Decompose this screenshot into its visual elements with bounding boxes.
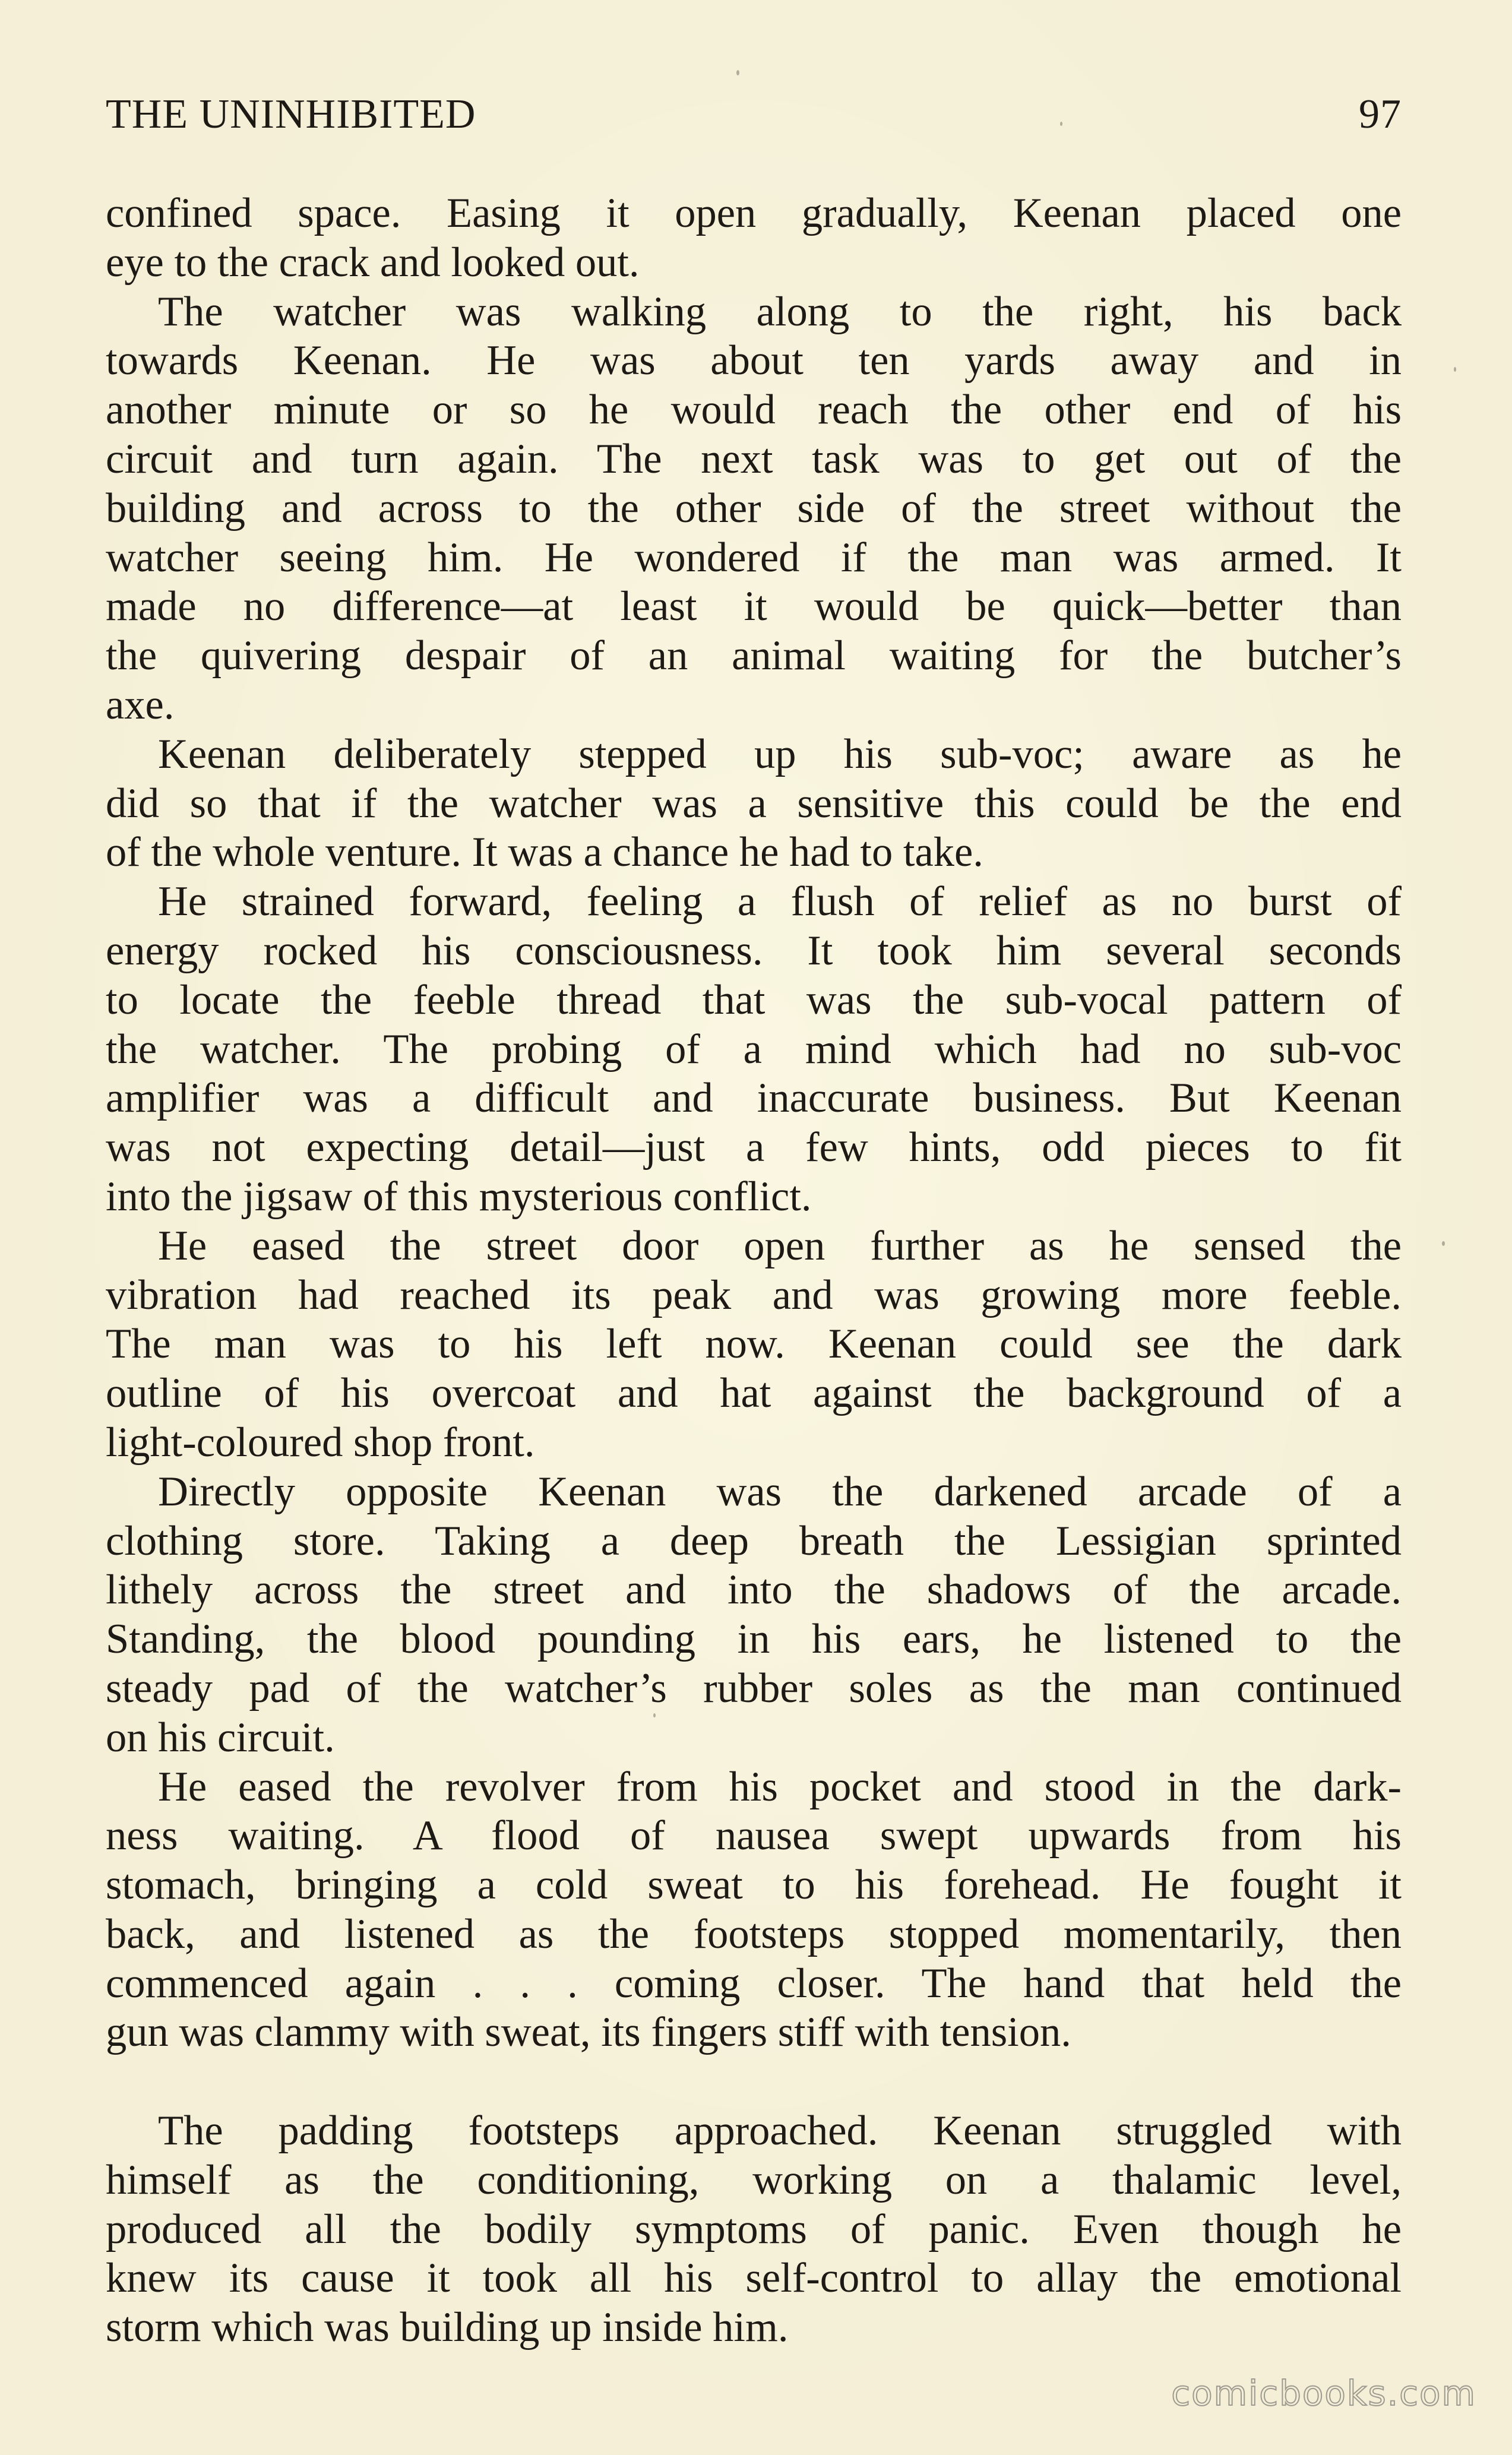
- text-line: on his circuit.: [106, 1714, 335, 1761]
- paragraph: [106, 287, 1402, 730]
- text-line: watcher seeing him. He wondered if the man was armed. It: [106, 534, 1402, 581]
- text-line: produced all the bodily symptoms of panic. Even though he: [106, 2206, 1402, 2252]
- text-line: ness waiting. A flood of nausea swept upwards from his: [106, 1812, 1402, 1859]
- paper-speck: [1442, 1241, 1445, 1246]
- paragraph: [106, 1467, 1402, 1763]
- text-line: Keenan deliberately stepped up his sub-voc; aware as he: [158, 730, 1402, 777]
- text-line: axe.: [106, 681, 175, 728]
- text-line: light-coloured shop front.: [106, 1419, 535, 1466]
- text-line: knew its cause it took all his self-control to allay the emotional: [106, 2255, 1402, 2302]
- text-line: circuit and turn again. The next task was to get out of the: [106, 435, 1402, 482]
- text-line: to locate the feeble thread that was the sub-vocal pattern of: [106, 976, 1402, 1023]
- paragraph: [106, 2106, 1402, 2352]
- paragraph: [106, 1763, 1402, 2058]
- text-line: towards Keenan. He was about ten yards away and in: [106, 337, 1402, 384]
- text-line: of the whole venture. It was a chance he had to take.: [106, 829, 983, 876]
- text-line: amplifier was a difficult and inaccurate business. But Keenan: [106, 1075, 1402, 1122]
- text-line: outline of his overcoat and hat against the background of a: [106, 1370, 1402, 1417]
- paper-speck: [653, 1713, 656, 1717]
- text-line: vibration had reached its peak and was growing more feeble.: [106, 1271, 1402, 1318]
- running-head: [106, 88, 1402, 141]
- text-line: eye to the crack and looked out.: [106, 239, 640, 286]
- text-line: lithely across the street and into the shadows of the arcade.: [106, 1567, 1402, 1614]
- text-line: The watcher was walking along to the right, his back: [158, 288, 1402, 335]
- text-line: He eased the revolver from his pocket and stood in the dark-: [158, 1763, 1402, 1810]
- paper-speck: [1060, 122, 1062, 126]
- text-line: himself as the conditioning, working on a thalamic level,: [106, 2156, 1402, 2203]
- text-line: building and across to the other side of the street without the: [106, 485, 1402, 532]
- text-line: confined space. Easing it open gradually, Keenan placed one: [106, 190, 1402, 236]
- text-line: The man was to his left now. Keenan could see the dark: [106, 1321, 1402, 1368]
- text-line: He strained forward, feeling a flush of relief as no burst of: [158, 878, 1402, 925]
- text-line: He eased the street door open further as he sensed the: [158, 1222, 1402, 1269]
- paragraph: [106, 1222, 1402, 1467]
- text-line: storm which was building up inside him.: [106, 2304, 789, 2351]
- text-line: the watcher. The probing of a mind which had no sub-voc: [106, 1026, 1402, 1073]
- text-line: energy rocked his consciousness. It took him several seconds: [106, 927, 1402, 974]
- text-line: another minute or so he would reach the other end of his: [106, 387, 1402, 434]
- text-line: Directly opposite Keenan was the darkened arcade of a: [158, 1468, 1402, 1515]
- section-break: [106, 2057, 1402, 2106]
- text-line: stomach, bringing a cold sweat to his forehead. He fought it: [106, 1862, 1402, 1909]
- page-number: 97: [1359, 91, 1402, 137]
- paragraph: [106, 189, 1402, 287]
- text-line: Standing, the blood pounding in his ears, he listened to the: [106, 1616, 1402, 1663]
- paper-speck: [736, 70, 739, 75]
- text-line: clothing store. Taking a deep breath the Lessigian sprinted: [106, 1517, 1402, 1564]
- text-line: gun was clammy with sweat, its fingers stiff with tension.: [106, 2009, 1071, 2056]
- text-line: steady pad of the watcher’s rubber soles as the man continued: [106, 1665, 1402, 1711]
- paragraph: [106, 730, 1402, 877]
- paper-speck: [1454, 367, 1456, 372]
- text-line: The padding footsteps approached. Keenan struggled with: [158, 2108, 1402, 2155]
- text-line: commenced again . . . coming closer. The hand that held the: [106, 1960, 1402, 2007]
- text-line: the quivering despair of an animal waiting for the butcher’s: [106, 632, 1402, 679]
- paragraph: [106, 877, 1402, 1222]
- text-line: made no difference—at least it would be quick—better than: [106, 583, 1402, 630]
- body-text: [106, 189, 1402, 2352]
- text-line: was not expecting detail—just a few hints, odd pieces to fit: [106, 1124, 1402, 1171]
- text-line: did so that if the watcher was a sensitive this could be the end: [106, 780, 1402, 827]
- running-title: THE UNINHIBITED: [106, 91, 476, 137]
- text-line: into the jigsaw of this mysterious conflict.: [106, 1173, 812, 1220]
- watermark: comicbooks.com: [1171, 2373, 1476, 2413]
- text-line: back, and listened as the footsteps stopped momentarily, then: [106, 1910, 1402, 1957]
